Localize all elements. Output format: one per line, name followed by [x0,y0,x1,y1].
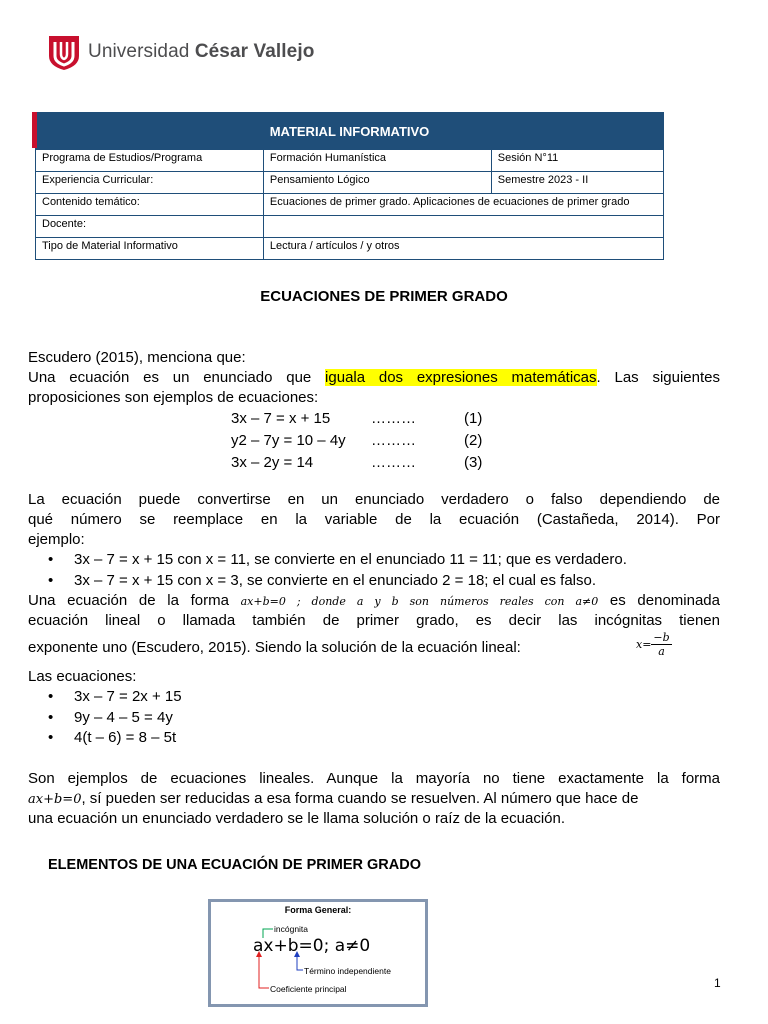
list-intro: Las ecuaciones: [28,668,137,685]
intro-line-1: Escudero (2015), menciona que: [28,349,246,366]
table-cell: Experiencia Curricular: [36,172,264,194]
list-item: • 4(t – 6) = 8 – 5t [48,728,182,749]
para3-line-3: exponente uno (Escudero, 2015). Siendo la solución de la ecuación lineal: [28,639,521,656]
label-incognita: incógnita [274,924,309,934]
table-row [36,150,664,172]
table-cell: Lectura / artículos / y otros [263,238,663,260]
equation-elements-diagram [208,899,428,1007]
table-cell: Docente: [36,216,264,238]
inline-math: ax+b=0 ; donde a y b son números reales con a≠0 [240,595,599,608]
table-cell: Semestre 2023 - II [491,172,663,194]
table-row [36,216,664,238]
university-name: Universidad César Vallejo [88,41,315,62]
table-cell: Sesión N°11 [491,150,663,172]
table-header: MATERIAL INFORMATIVO [36,113,664,150]
list-item: • 3x – 7 = x + 15 con x = 11, se convierte en el enunciado 11 = 11; que es verdadero. [48,550,627,571]
table-cell: Programa de Estudios/Programa [36,150,264,172]
table-row [36,194,664,216]
general-form-equation: ax+b=0; a≠0 [253,936,371,956]
para4-line-1: Son ejemplos de ecuaciones lineales. Aunque la mayoría no tiene exactamente la forma [28,770,720,787]
para2-line-2: qué número se reemplace en la variable de la ecuación (Castañeda, 2014). Por [28,511,720,528]
list-item: • 9y – 4 – 5 = 4y [48,708,182,729]
table-row [36,238,664,260]
solution-formula: x= $\frac{-b}{a}$ [636,631,670,658]
section-title: ELEMENTOS DE UNA ECUACIÓN DE PRIMER GRADO [48,857,421,873]
table-accent-bar [32,112,37,148]
table-cell: Contenido temático: [36,194,264,216]
para2-line-3: ejemplo: [28,531,85,548]
highlighted-text: iguala dos expresiones matemáticas [325,369,597,386]
para3-line-2: ecuación lineal o llamada también de primer grado, es decir las incógnitas tienen [28,612,720,629]
intro-line-2: Una ecuación es un enunciado que iguala dos expresiones matemáticas. Las siguientes [28,369,720,386]
diagram-title: Forma General: [284,905,352,915]
intro-line-3: proposiciones son ejemplos de ecuaciones: [28,389,319,406]
page-number: 1 [714,976,721,990]
label-coeficiente-principal: Coeficiente principal [270,984,347,994]
list-item: • 3x – 7 = 2x + 15 [48,687,182,708]
para4-line-3: una ecuación un enunciado verdadero se le llama solución o raíz de la ecuación. [28,810,566,827]
table-cell: Formación Humanística [263,150,491,172]
list-item: • 3x – 7 = x + 15 con x = 3, se convierte en el enunciado 2 = 18; el cual es falso. [48,571,627,592]
para3-line-1: Una ecuación de la forma ax+b=0 ; donde a y b son números reales con a≠0 es denominada [28,592,720,609]
table-row [36,172,664,194]
table-cell: Ecuaciones de primer grado. Aplicaciones de ecuaciones de primer grado [263,194,663,216]
linear-equations-list [48,687,182,749]
example-bullet-list [48,550,627,591]
page-title: ECUACIONES DE PRIMER GRADO [260,288,508,305]
table-cell: Tipo de Material Informativo [36,238,264,260]
table-cell [263,216,663,238]
ucv-shield-icon [49,34,79,70]
table-cell: Pensamiento Lógico [263,172,491,194]
para2-line-1: La ecuación puede convertirse en un enunciado verdadero o falso dependiendo de [28,491,720,508]
para4-line-2: ax+b=0, sí pueden ser reducidas a esa forma cuando se resuelven. Al número que hace de [28,790,639,807]
university-logo [49,34,314,70]
material-info-table [35,112,664,260]
label-termino-independiente: Término independiente [304,966,391,976]
